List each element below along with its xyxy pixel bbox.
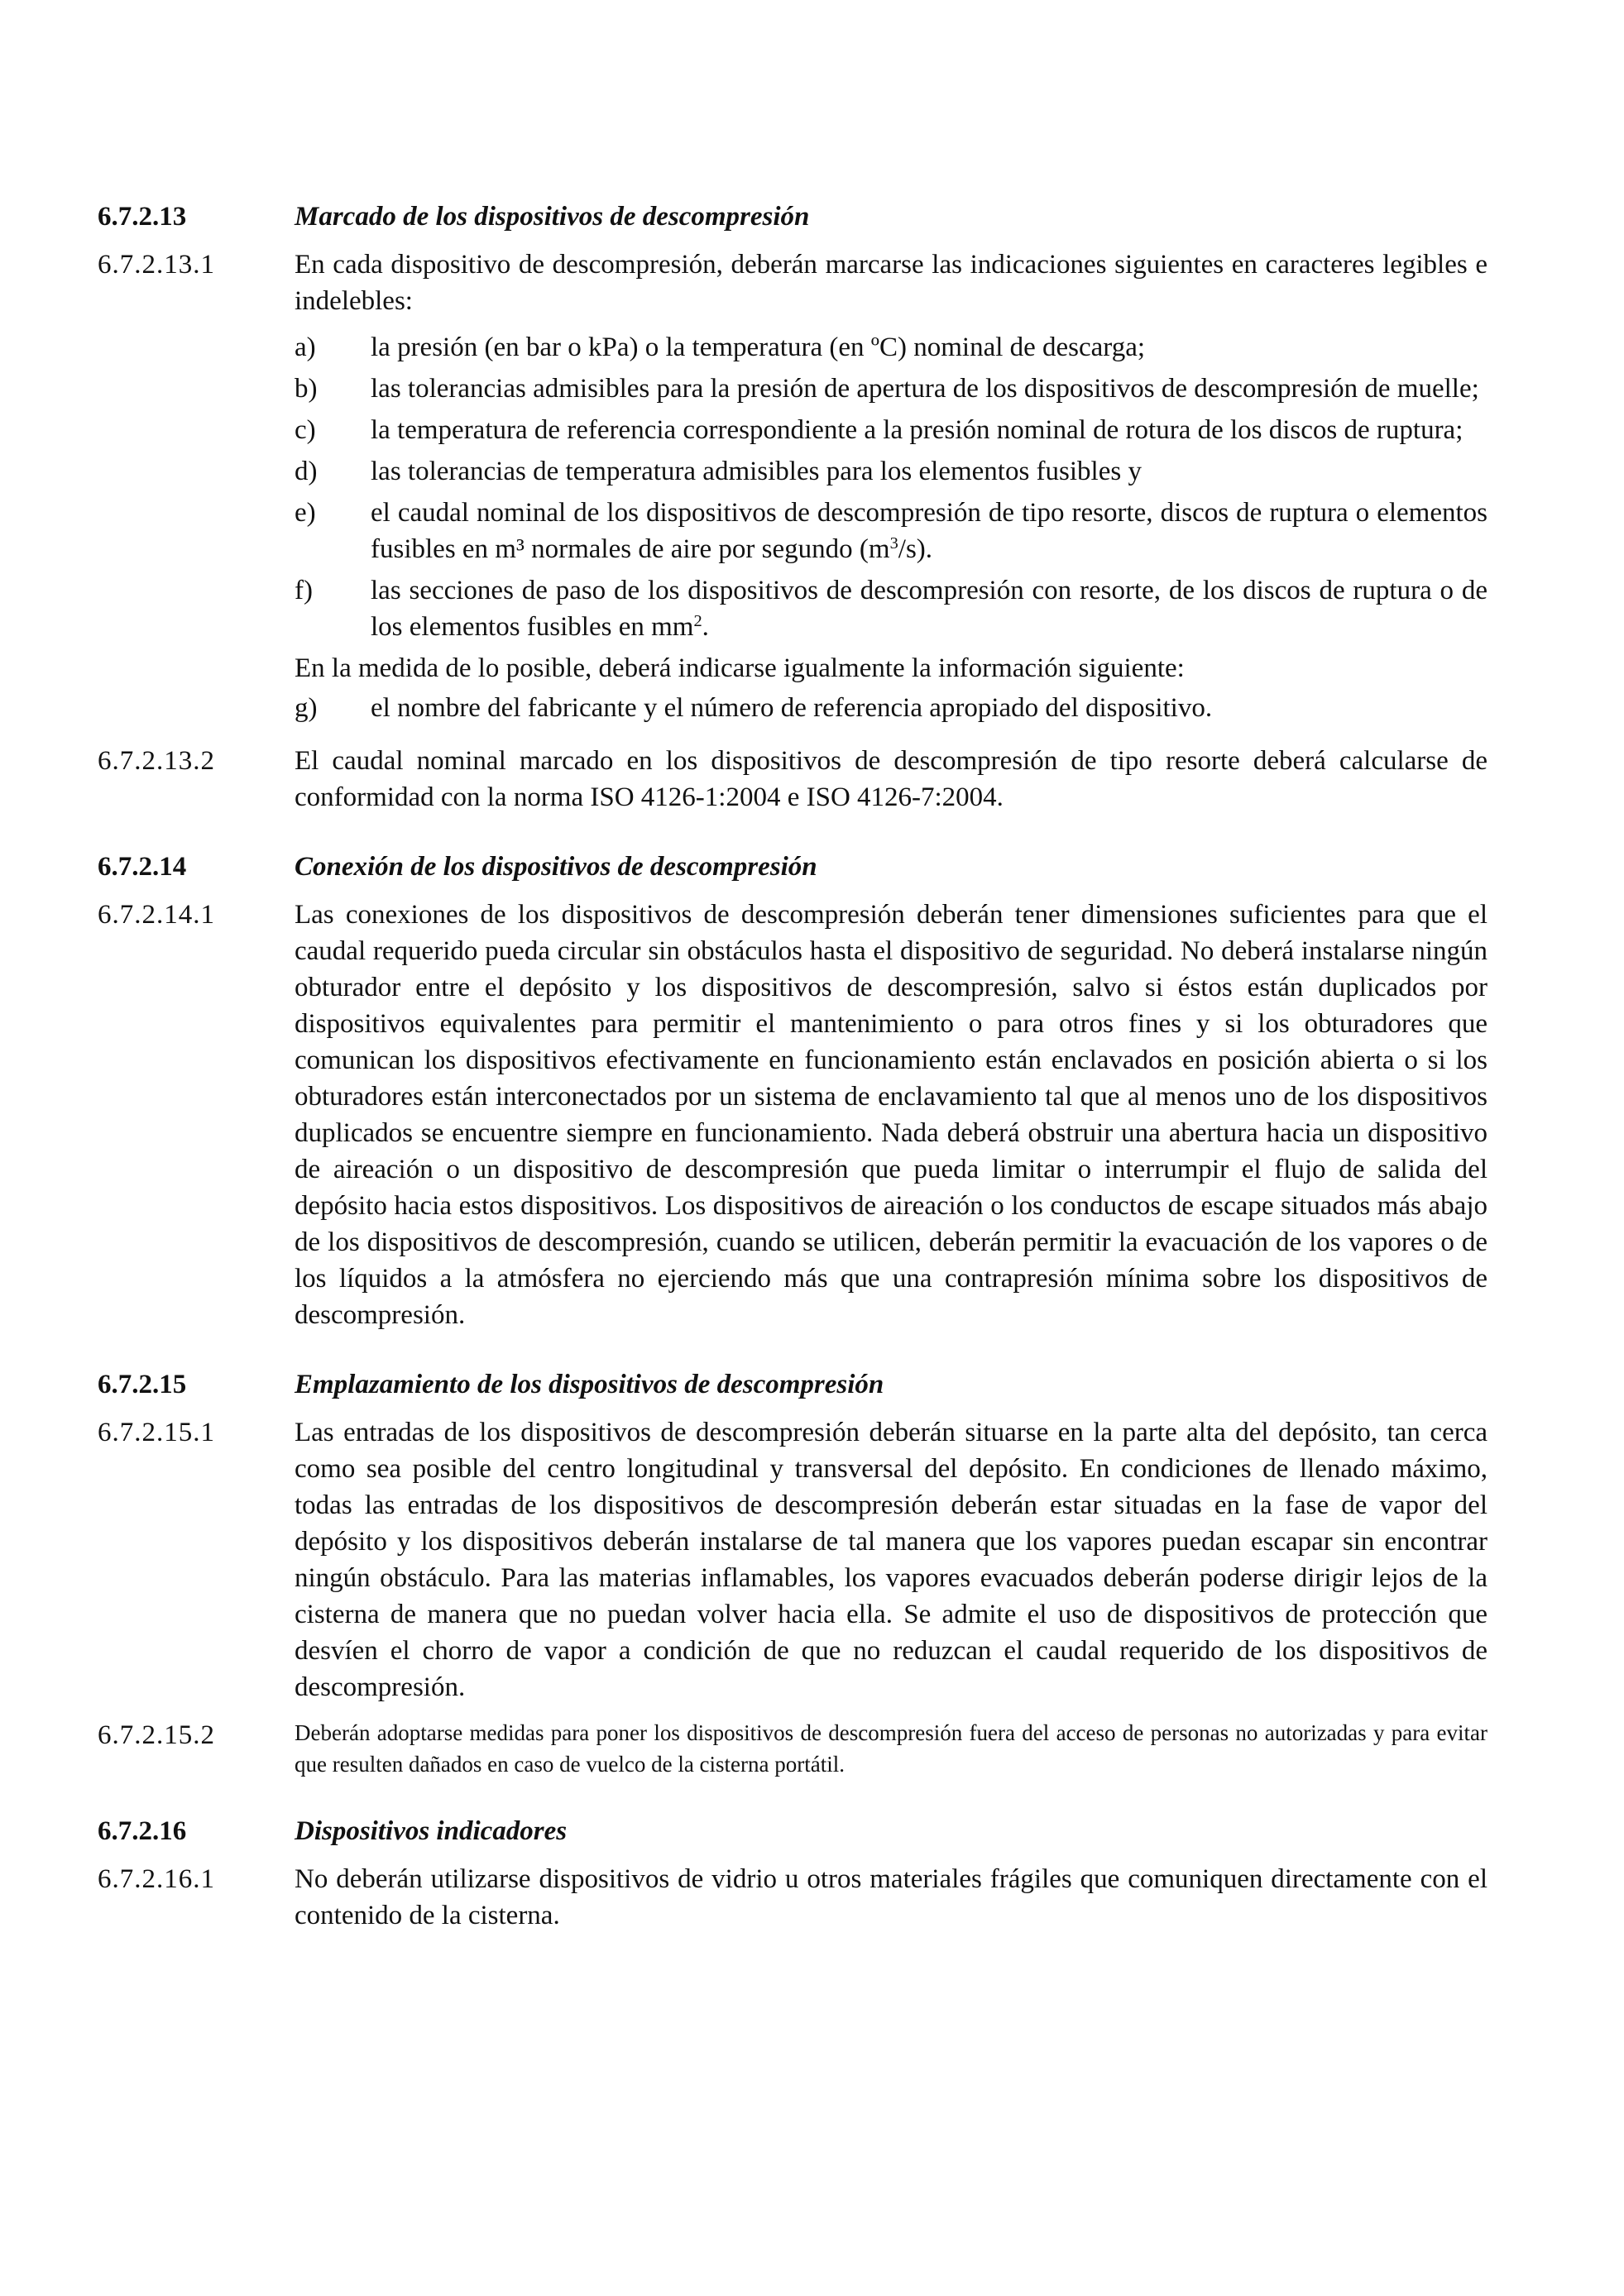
section-heading — [98, 1366, 1487, 1403]
paragraph — [98, 246, 1487, 731]
list-item-text: la temperatura de referencia correspondiente a la presión nominal de rotura de los discos de ruptura; — [371, 415, 1464, 445]
superscript: 3 — [889, 533, 898, 552]
list-item — [295, 572, 1487, 645]
paragraph-content — [295, 246, 1487, 731]
list-item-text-part: las secciones de paso de los dispositivos de descompresión con resorte, de los discos de ruptura o de los elementos fusibles en mm — [371, 576, 1487, 642]
paragraph-text: El caudal nominal marcado en los dispositivos de descompresión de tipo resorte deberá calcularse de conformidad con la norma ISO 4126-1:2004 e ISO 4126-7:2004. — [295, 746, 1487, 812]
list-item-label: g) — [295, 693, 318, 723]
paragraph-number: 6.7.2.15.1 — [98, 1418, 215, 1447]
section-number: 6.7.2.16 — [98, 1816, 187, 1846]
paragraph — [98, 1414, 1487, 1705]
list-item-label: c) — [295, 415, 316, 445]
marking-list — [295, 329, 1487, 645]
list-item-label: b) — [295, 374, 318, 404]
list-item-text — [371, 495, 1487, 567]
paragraph-text: En cada dispositivo de descompresión, deberán marcarse las indicaciones siguientes en caracteres legibles e indelebles: — [295, 250, 1487, 316]
list-item-label: a) — [295, 332, 316, 362]
list-item-text: las tolerancias admisibles para la presión de apertura de los dispositivos de descompresión de muelle; — [371, 374, 1479, 404]
superscript: 2 — [693, 611, 702, 630]
list-item-label: e) — [295, 498, 316, 528]
list-item-text: las tolerancias de temperatura admisibles para los elementos fusibles y — [371, 457, 1142, 486]
section-number: 6.7.2.15 — [98, 1370, 187, 1399]
section-heading — [98, 199, 1487, 235]
list-item-text-part: /s). — [898, 534, 933, 564]
list-item-text — [371, 572, 1487, 645]
document-page — [98, 199, 1487, 1945]
list-item — [295, 690, 1487, 726]
list-item-text-part: . — [702, 612, 709, 642]
section-title: Marcado de los dispositivos de descompresión — [295, 202, 810, 232]
section-number: 6.7.2.13 — [98, 202, 187, 232]
section-heading — [98, 1813, 1487, 1849]
paragraph-number: 6.7.2.14.1 — [98, 900, 215, 930]
list-item-text: la presión (en bar o kPa) o la temperatura (en ºC) nominal de descarga; — [371, 332, 1146, 362]
list-item-label: d) — [295, 457, 318, 486]
paragraph-text: Las entradas de los dispositivos de descompresión deberán situarse en la parte alta del depósito, tan cerca como sea posible del centro longitudinal y transversal del depósito. En condiciones de llenado máximo, todas las entradas de los dispositivos de descompresión deberán estar situadas en la fase de vapor del depósito y los dispositivos deberán instalarse de tal manera que los vapores puedan escapar sin encontrar ningún obstáculo. Para las materias inflamables, los vapores evacuados deberán poderse dirigir lejos de la cisterna de manera que no puedan volver hacia ella. Se admite el uso de dispositivos de protección que desvíen el chorro de vapor a condición de que no reduzcan el caudal requerido de los dispositivos de descompresión. — [295, 1418, 1487, 1702]
list-item-label: f) — [295, 576, 313, 605]
paragraph — [98, 743, 1487, 816]
paragraph — [98, 1861, 1487, 1934]
section-heading — [98, 849, 1487, 885]
list-item — [295, 495, 1487, 567]
section-number: 6.7.2.14 — [98, 852, 187, 882]
paragraph-number: 6.7.2.13.1 — [98, 250, 215, 280]
paragraph-text: Deberán adoptarse medidas para poner los dispositivos de descompresión fuera del acceso de personas no autorizadas y para evitar que resulten dañados en caso de vuelco de la cisterna portátil. — [295, 1720, 1487, 1777]
paragraph-text: No deberán utilizarse dispositivos de vidrio u otros materiales frágiles que comuniquen directamente con el contenido de la cisterna. — [295, 1864, 1487, 1930]
paragraph — [98, 1717, 1487, 1780]
section-title: Dispositivos indicadores — [295, 1816, 568, 1846]
paragraph-number: 6.7.2.16.1 — [98, 1864, 215, 1894]
list-item — [295, 453, 1487, 490]
paragraph-text: Las conexiones de los dispositivos de descompresión deberán tener dimensiones suficientes para que el caudal requerido pueda circular sin obstáculos hasta el dispositivo de seguridad. No deberá instalarse ningún obturador entre el depósito y los dispositivos de descompresión, salvo si éstos están duplicados por dispositivos equivalentes para permitir el mantenimiento o para otros fines y si los obturadores que comunican los dispositivos efectivamente en funcionamiento están enclavados en posición abierta o si los obturadores están interconectados por un sistema de enclavamiento tal que al menos uno de los dispositivos duplicados se encuentre siempre en funcionamiento. Nada deberá obstruir una abertura hacia un dispositivo de aireación o un dispositivo de descompresión que pueda limitar o interrumpir el flujo de salida del depósito hacia estos dispositivos. Los dispositivos de aireación o los conductos de escape situados más abajo de los dispositivos de descompresión, cuando se utilicen, deberán permitir la evacuación de los vapores o de los líquidos a la atmósfera no ejerciendo más que una contrapresión mínima sobre los dispositivos de descompresión. — [295, 900, 1487, 1330]
list-note: En la medida de lo posible, deberá indicarse igualmente la información siguiente: — [295, 653, 1185, 683]
list-item-text: el nombre del fabricante y el número de referencia apropiado del dispositivo. — [371, 693, 1213, 723]
list-item — [295, 371, 1487, 407]
paragraph — [98, 897, 1487, 1333]
paragraph-number: 6.7.2.15.2 — [98, 1720, 215, 1750]
list-item-text-part: el caudal nominal de los dispositivos de descompresión de tipo resorte, discos de ruptura o elementos fusibles en m³ normales de aire por segundo (m — [371, 498, 1487, 564]
list-item — [295, 329, 1487, 366]
section-title: Conexión de los dispositivos de descompresión — [295, 852, 817, 882]
section-title: Emplazamiento de los dispositivos de descompresión — [295, 1370, 884, 1399]
list-item — [295, 412, 1487, 448]
paragraph-number: 6.7.2.13.2 — [98, 746, 215, 776]
